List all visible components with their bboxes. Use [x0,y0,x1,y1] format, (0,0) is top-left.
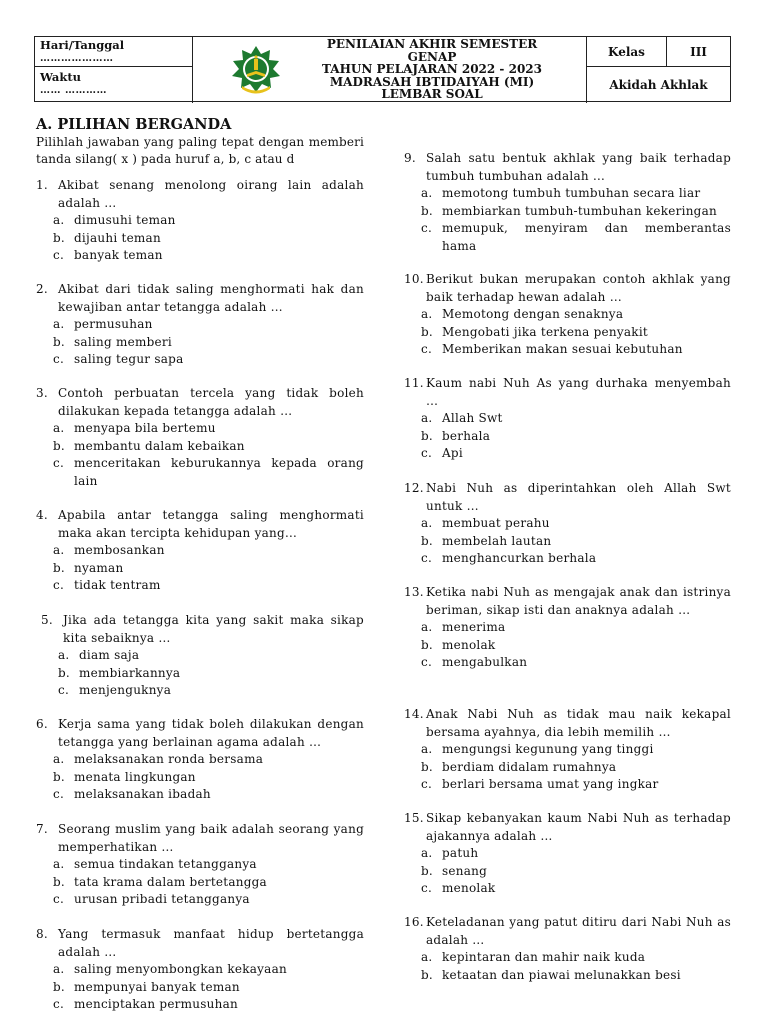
answer-option[interactable] [36,247,364,265]
option-letter: a. [53,543,65,558]
option-letter: a. [53,962,65,977]
option-letter: c. [421,221,433,236]
option-text: membuat perahu [442,516,550,531]
question-number: 8. [36,927,48,941]
title-line-1: PENILAIAN AKHIR SEMESTER [326,37,538,51]
option-text: menolak [442,637,496,652]
question-stem [404,706,731,741]
option-text: ketaatan dan piawai melunakkan besi [442,967,681,982]
answer-option[interactable] [404,759,731,777]
answer-option[interactable] [36,542,364,560]
option-letter: b. [53,979,65,994]
option-text: membantu dalam kebaikan [74,438,245,453]
question-item [404,706,731,794]
answer-option[interactable] [404,845,731,863]
answer-option[interactable] [404,880,731,898]
option-text: kepintaran dan mahir naik kuda [442,950,646,965]
question-item [36,385,364,491]
option-letter: a. [53,752,65,767]
question-stem [36,821,364,856]
question-text: Kerja sama yang tidak boleh dilakukan dengan tetangga yang berlainan agama adalah … [58,717,364,749]
answer-option[interactable] [36,420,364,438]
question-item [36,507,364,595]
question-item [404,480,731,568]
option-letter: b. [53,874,65,889]
option-letter: b. [421,863,433,878]
option-text: dijauhi teman [74,230,161,245]
answer-option[interactable] [404,863,731,881]
option-text: semua tindakan tetangganya [74,857,257,872]
answer-option[interactable] [404,410,731,428]
option-text: membiarkan tumbuh-tumbuhan kekeringan [442,203,717,218]
option-letter: a. [53,213,65,228]
question-text: Akibat senang menolong oirang lain adalah adalah … [58,178,364,210]
answer-option[interactable] [36,351,364,369]
option-text: Memotong dengan senaknya [442,307,624,322]
question-stem [36,177,364,212]
option-letter: a. [53,421,65,436]
option-text: memupuk, menyiram dan memberantas hama [442,221,731,253]
option-letter: b. [421,637,433,652]
option-text: melaksanakan ronda bersama [74,752,264,767]
time-blank[interactable]: …… ………… [40,85,107,96]
question-stem [404,375,731,410]
answer-option[interactable] [404,185,731,203]
option-text: banyak teman [74,248,163,263]
question-item [36,821,364,909]
option-text: saling menyombongkan kekayaan [74,962,287,977]
option-text: Memberikan makan sesuai kebutuhan [442,342,683,357]
option-text: dimusuhi teman [74,213,176,228]
question-item [36,177,364,265]
question-number: 15. [404,811,424,825]
option-text: berdiam didalam rumahnya [442,759,617,774]
option-letter: c. [421,655,433,670]
title-line-2: GENAP [407,49,457,64]
option-letter: a. [421,742,433,757]
option-text: menerima [442,620,506,635]
answer-option[interactable] [404,550,731,568]
question-number: 10. [404,272,424,286]
option-text: tata krama dalam bertetangga [74,874,267,889]
question-text: Seorang muslim yang baik adalah seorang yang memperhatikan … [58,822,364,854]
option-letter: c. [53,997,65,1012]
answer-option[interactable] [36,979,364,997]
option-letter: b. [53,560,65,575]
question-text: Sikap kebanyakan kaum Nabi Nuh as terhadap ajakannya adalah … [426,811,731,843]
question-text: Contoh perbuatan tercela yang tidak boleh dilakukan kepada tetangga adalah … [58,386,364,418]
option-text: menceritakan keburukannya kepada orang lain [74,456,364,488]
question-item [36,716,364,804]
answer-option[interactable] [36,751,364,769]
answer-option[interactable] [404,967,731,985]
answer-option[interactable] [404,445,731,463]
answer-option[interactable] [36,856,364,874]
option-letter: a. [58,648,70,663]
question-text: Anak Nabi Nuh as tidak mau naik kekapal bersama ayahnya, dia lebih memilih … [426,707,731,739]
question-stem [41,612,364,647]
question-stem [404,584,731,619]
answer-option[interactable] [36,577,364,595]
answer-option[interactable] [404,533,731,551]
answer-option[interactable] [36,212,364,230]
date-cell [35,37,193,67]
option-letter: c. [53,248,65,263]
question-number: 14. [404,707,424,721]
option-letter: b. [53,230,65,245]
question-item [36,926,364,1014]
answer-option[interactable] [36,560,364,578]
question-item [404,810,731,898]
answer-option[interactable] [404,637,731,655]
option-text: menjenguknya [79,683,172,698]
question-number: 6. [36,717,48,731]
option-letter: b. [53,438,65,453]
option-text: diam saja [79,648,140,663]
option-text: berlari bersama umat yang ingkar [442,777,659,792]
option-text: mengungsi kegunung yang tinggi [442,742,654,757]
option-text: membosankan [74,543,165,558]
instruction-text: Pilihlah jawaban yang paling tepat dengan memberi tanda silang( x ) pada huruf a, b, c atau d [36,135,364,166]
answer-option[interactable] [36,996,364,1014]
option-letter: c. [53,352,65,367]
question-item [41,612,364,700]
answer-option[interactable] [36,230,364,248]
answer-option[interactable] [404,949,731,967]
option-text: membelah lautan [442,533,552,548]
option-text: memotong tumbuh tumbuhan secara liar [442,186,701,201]
title-line-5: LEMBAR SOAL [381,87,483,101]
question-item [404,375,731,463]
option-letter: a. [421,950,433,965]
answer-option[interactable] [404,306,731,324]
answer-option[interactable] [404,324,731,342]
option-letter: c. [53,456,65,471]
question-number: 13. [404,585,424,599]
question-item [404,271,731,359]
option-text: senang [442,863,488,878]
date-blank[interactable]: ………………… [40,53,114,64]
question-stem [36,926,364,961]
question-item [404,584,731,672]
option-letter: c. [53,787,65,802]
question-text: Keteladanan yang patut ditiru dari Nabi Nuh as adalah … [426,915,731,947]
option-letter: c. [421,881,433,896]
answer-option[interactable] [404,220,731,255]
section-title: A. PILIHAN BERGANDA [36,116,232,133]
answer-option[interactable] [41,665,364,683]
question-item [404,914,731,984]
option-text: Allah Swt [442,411,503,426]
question-stem [36,281,364,316]
option-text: permusuhan [74,317,153,332]
answer-option[interactable] [36,455,364,490]
option-letter: b. [53,334,65,349]
question-text: Salah satu bentuk akhlak yang baik terhadap tumbuh tumbuhan adalah … [426,151,731,183]
question-stem [404,810,731,845]
option-letter: a. [53,857,65,872]
option-letter: c. [421,777,433,792]
title-cell [193,37,587,103]
option-letter: b. [421,759,433,774]
option-letter: b. [421,428,433,443]
answer-option[interactable] [36,786,364,804]
answer-option[interactable] [36,961,364,979]
question-item [36,281,364,369]
question-number: 7. [36,822,48,836]
question-text: Apabila antar tetangga saling menghormati maka akan tercipta kehidupan yang… [58,508,364,540]
answer-option[interactable] [404,619,731,637]
option-text: Mengobati jika terkena penyakit [442,324,648,339]
question-number: 3. [36,386,48,400]
option-letter: c. [53,892,65,907]
question-stem [404,914,731,949]
class-value: III [667,37,730,67]
answer-option[interactable] [36,334,364,352]
question-text: Kaum nabi Nuh As yang durhaka menyembah … [426,376,731,408]
option-letter: a. [421,411,433,426]
answer-option[interactable] [404,203,731,221]
answer-option[interactable] [36,316,364,334]
option-text: berhala [442,428,491,443]
question-text: Yang termasuk manfaat hidup bertetangga adalah … [58,927,364,959]
option-letter: a. [421,620,433,635]
question-stem [404,480,731,515]
question-stem [36,716,364,751]
question-item [404,150,731,256]
time-label: Waktu [40,70,82,84]
question-text: Nabi Nuh as diperintahkan oleh Allah Swt untuk … [426,481,731,513]
option-text: saling memberi [74,334,172,349]
subject-name: Akidah Akhlak [609,78,708,92]
option-letter: a. [421,516,433,531]
question-number: 16. [404,915,424,929]
answer-option[interactable] [404,515,731,533]
option-letter: a. [421,846,433,861]
option-letter: c. [53,578,65,593]
option-text: tidak tentram [74,578,161,593]
question-text: Ketika nabi Nuh as mengajak anak dan istrinya beriman, sikap isti dan anaknya adalah … [426,585,731,617]
option-letter: b. [58,665,70,680]
answer-option[interactable] [36,769,364,787]
answer-option[interactable] [404,428,731,446]
option-text: melaksanakan ibadah [74,787,211,802]
answer-option[interactable] [36,891,364,909]
option-letter: c. [58,683,70,698]
option-text: menciptakan permusuhan [74,997,239,1012]
question-text: Jika ada tetangga kita yang sakit maka sikap kita sebaiknya … [63,613,364,645]
class-label: Kelas [587,37,667,67]
question-text: Akibat dari tidak saling menghormati hak dan kewajiban antar tetangga adalah … [58,282,364,314]
question-number: 5. [41,613,53,627]
question-stem [404,150,731,185]
option-text: saling tegur sapa [74,352,184,367]
option-letter: a. [421,307,433,322]
question-number: 9. [404,151,416,165]
answer-option[interactable] [404,776,731,794]
answer-option[interactable] [404,741,731,759]
answer-option[interactable] [36,874,364,892]
date-label: Hari/Tanggal [40,38,125,52]
question-stem [404,271,731,306]
question-text: Berikut bukan merupakan contoh akhlak yang baik terhadap hewan adalah … [426,272,731,304]
option-letter: c. [421,551,433,566]
option-text: menyapa bila bertemu [74,421,216,436]
option-text: membiarkannya [79,665,181,680]
question-number: 12. [404,481,424,495]
option-letter: b. [421,533,433,548]
option-text: mempunyai banyak teman [74,979,240,994]
question-number: 2. [36,282,48,296]
title-line-4: MADRASAH IBTIDAIYAH (MI) [329,74,535,89]
option-letter: c. [421,446,433,461]
option-letter: b. [421,967,433,982]
option-text: nyaman [74,560,124,575]
answer-option[interactable] [41,647,364,665]
question-stem [36,507,364,542]
option-text: patuh [442,846,479,861]
option-letter: a. [421,186,433,201]
kemenag-logo-icon [229,45,283,97]
answer-option[interactable] [404,654,731,672]
time-cell [35,67,193,103]
exam-header-table [34,36,731,102]
option-text: urusan pribadi tetangganya [74,892,250,907]
title-line-3: TAHUN PELAJARAN 2022 - 2023 [321,62,542,76]
question-number: 1. [36,178,48,192]
answer-option[interactable] [41,682,364,700]
option-text: menghancurkan berhala [442,551,597,566]
option-text: mengabulkan [442,655,528,670]
option-text: menata lingkungan [74,769,196,784]
answer-option[interactable] [36,438,364,456]
option-letter: c. [421,342,433,357]
question-stem [36,385,364,420]
option-text: menolak [442,881,496,896]
option-letter: a. [53,317,65,332]
question-number: 4. [36,508,48,522]
question-number: 11. [404,376,424,390]
option-letter: b. [53,769,65,784]
exam-title [289,38,575,101]
option-letter: b. [421,324,433,339]
option-text: Api [442,446,463,461]
option-letter: b. [421,203,433,218]
answer-option[interactable] [404,341,731,359]
